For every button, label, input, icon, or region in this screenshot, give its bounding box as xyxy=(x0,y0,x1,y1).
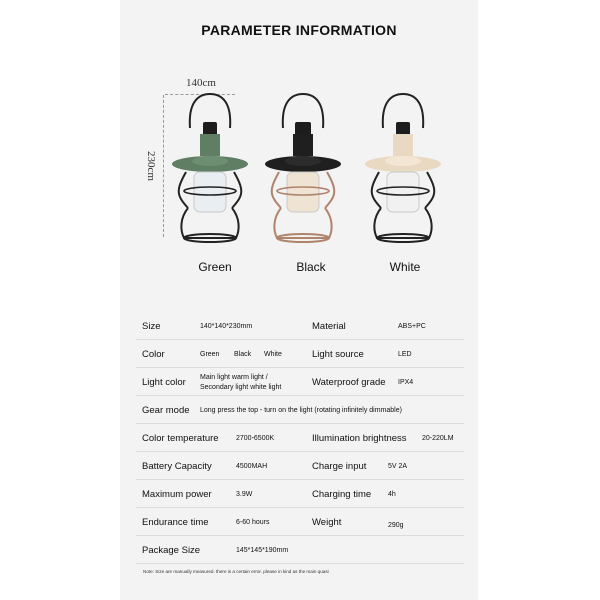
brightness-value: 20-220LM xyxy=(422,435,454,442)
white-lantern-image xyxy=(365,94,441,242)
size-value: 140*140*230mm xyxy=(200,323,253,330)
green-lantern-image xyxy=(172,94,248,242)
light-color-value-secondary: Secondary light white light xyxy=(200,384,282,391)
table-row xyxy=(136,452,464,480)
color-value-green: Green xyxy=(200,351,220,358)
material-label: Material xyxy=(312,321,346,332)
gear-mode-label: Gear mode xyxy=(142,405,190,416)
charging-time-value: 4h xyxy=(388,491,396,498)
endurance-value: 6-60 hours xyxy=(236,519,270,526)
package-size-value: 145*145*190mm xyxy=(236,547,289,554)
lantern-images xyxy=(150,90,460,250)
table-row xyxy=(136,340,464,368)
light-color-label: Light color xyxy=(142,377,186,388)
material-value: ABS+PC xyxy=(398,323,426,330)
color-label: Color xyxy=(142,349,165,360)
battery-value: 4500MAH xyxy=(236,463,268,470)
max-power-value: 3.9W xyxy=(236,491,253,498)
variant-label-black: Black xyxy=(296,260,326,274)
width-dimension-label: 140cm xyxy=(186,77,216,89)
color-temperature-value: 2700-6500K xyxy=(236,435,275,442)
parameter-table xyxy=(136,312,464,564)
measurement-note: Note: Size are manually measured. there is a certain error. please in kind as the main quasi xyxy=(143,569,329,574)
table-row xyxy=(136,480,464,508)
charge-input-value: 5V 2A xyxy=(388,463,408,470)
black-lantern-image xyxy=(265,94,341,242)
max-power-label: Maximum power xyxy=(142,489,212,500)
table-row xyxy=(136,424,464,452)
light-source-label: Light source xyxy=(312,349,364,360)
variant-label-green: Green xyxy=(198,260,232,274)
table-row xyxy=(136,312,464,340)
weight-label: Weight xyxy=(312,517,342,528)
height-dimension-label: 230cm xyxy=(145,151,157,181)
weight-value: 290g xyxy=(388,522,404,529)
brightness-label: Illumination brightness xyxy=(312,433,407,444)
page-title: PARAMETER INFORMATION xyxy=(201,22,397,38)
table-row xyxy=(136,508,464,536)
charge-input-label: Charge input xyxy=(312,461,367,472)
color-value-black: Black xyxy=(234,351,252,358)
endurance-label: Endurance time xyxy=(142,517,209,528)
table-row xyxy=(136,536,464,564)
package-size-label: Package Size xyxy=(142,545,201,556)
charging-time-label: Charging time xyxy=(312,489,372,500)
table-row xyxy=(136,368,464,396)
light-source-value: LED xyxy=(398,351,412,358)
battery-label: Battery Capacity xyxy=(142,461,212,472)
light-color-value-main: Main light warm light / xyxy=(200,374,268,381)
waterproof-value: IPX4 xyxy=(398,379,414,386)
gear-mode-value: Long press the top - turn on the light (rotating infinitely dimmable) xyxy=(200,407,402,414)
waterproof-label: Waterproof grade xyxy=(312,377,386,388)
variant-label-white: White xyxy=(389,260,421,274)
color-value-white: White xyxy=(264,351,282,358)
color-temperature-label: Color temperature xyxy=(142,433,219,444)
table-row xyxy=(136,396,464,424)
size-label: Size xyxy=(142,321,161,332)
